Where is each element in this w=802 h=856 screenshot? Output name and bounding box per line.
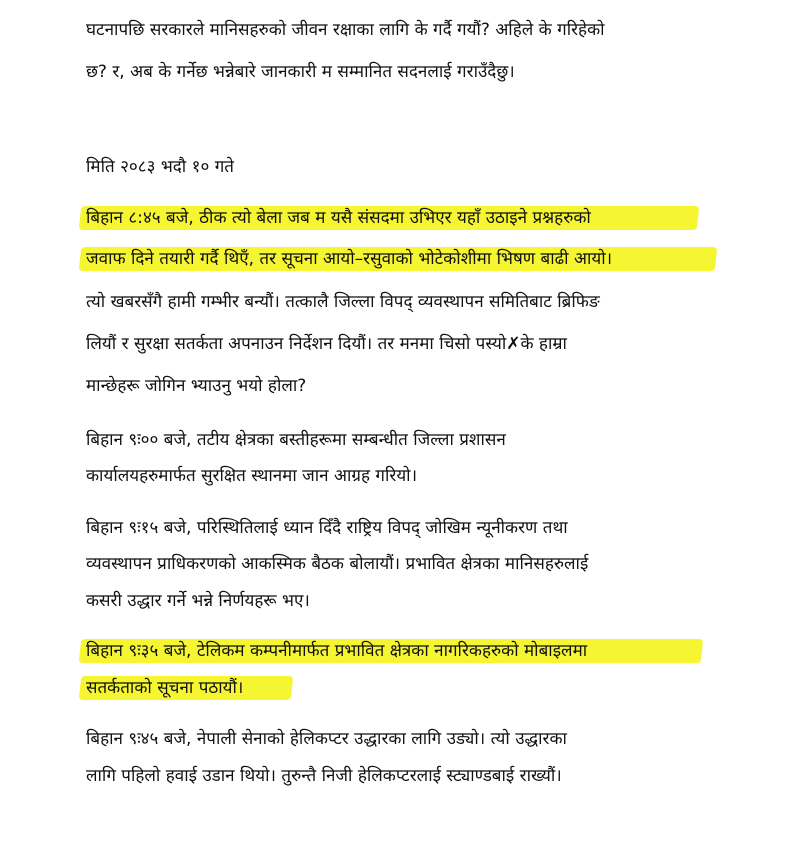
followup-line-3: मान्छेहरू जोगिन भ्याउनु भयो होला? <box>86 376 307 396</box>
followup-line-1: त्यो खबरसँगै हामी गम्भीर बन्यौं। तत्कालै जिल्ला विपद् व्यवस्थापन समितिबाट ब्रिफिङ <box>86 292 600 312</box>
entry4-line-2: सतर्कताको सूचना पठायौं। <box>86 678 244 698</box>
entry3-line-3: कसरी उद्धार गर्ने भन्ने निर्णयहरू भए। <box>86 591 310 611</box>
entry1-line-2: जवाफ दिने तयारी गर्दै थिएँ, तर सूचना आयो–रसुवाको भोटेकोशीमा भिषण बाढी आयो। <box>86 249 613 269</box>
entry1-line-1: बिहान ८:४५ बजे, ठीक त्यो बेला जब म यसै संसदमा उभिएर यहाँ उठाइने प्रश्नहरुको <box>86 208 591 228</box>
entry3-line-1: बिहान ९ः१५ बजे, परिस्थितिलाई ध्यान दिँदै राष्ट्रिय विपद् जोखिम न्यूनीकरण तथा <box>86 518 568 538</box>
date-line: मिति २०८३ भदौ १० गते <box>86 157 234 177</box>
entry5-line-2: लागि पहिलो हवाई उडान थियो। तुरुन्तै निजी हेलिकप्टरलाई स्ट्याण्डबाई राख्यौं। <box>86 766 562 786</box>
entry2-line-2: कार्यालयहरुमार्फत सुरक्षित स्थानमा जान आग्रह गरियो। <box>86 466 418 486</box>
followup-line-2: लियौं र सुरक्षा सतर्कता अपनाउन निर्देशन दियौं। तर मनमा चिसो पस्यो✗के हाम्रा <box>86 334 567 354</box>
intro-line-1: घटनापछि सरकारले मानिसहरुको जीवन रक्षाका लागि के गर्दै गयौं? अहिले के गरिहेको <box>86 20 605 40</box>
entry4-line-1: बिहान ९ः३५ बजे, टेलिकम कम्पनीमार्फत प्रभावित क्षेत्रका नागरिकहरुको मोबाइलमा <box>86 641 588 661</box>
entry3-line-2: व्यवस्थापन प्राधिकरणको आकस्मिक बैठक बोलायौं। प्रभावित क्षेत्रका मानिसहरुलाई <box>86 554 589 574</box>
entry2-line-1: बिहान ९ः०० बजे, तटीय क्षेत्रका बस्तीहरूमा सम्बन्धीत जिल्ला प्रशासन <box>86 430 506 450</box>
entry5-line-1: बिहान ९ः४५ बजे, नेपाली सेनाको हेलिकप्टर उद्धारका लागि उड्यो। त्यो उद्धारका <box>86 729 567 749</box>
intro-line-2: छ? र, अब के गर्नेछ भन्नेबारे जानकारी म सम्मानित सदनलाई गराउँदैछु। <box>86 62 515 82</box>
